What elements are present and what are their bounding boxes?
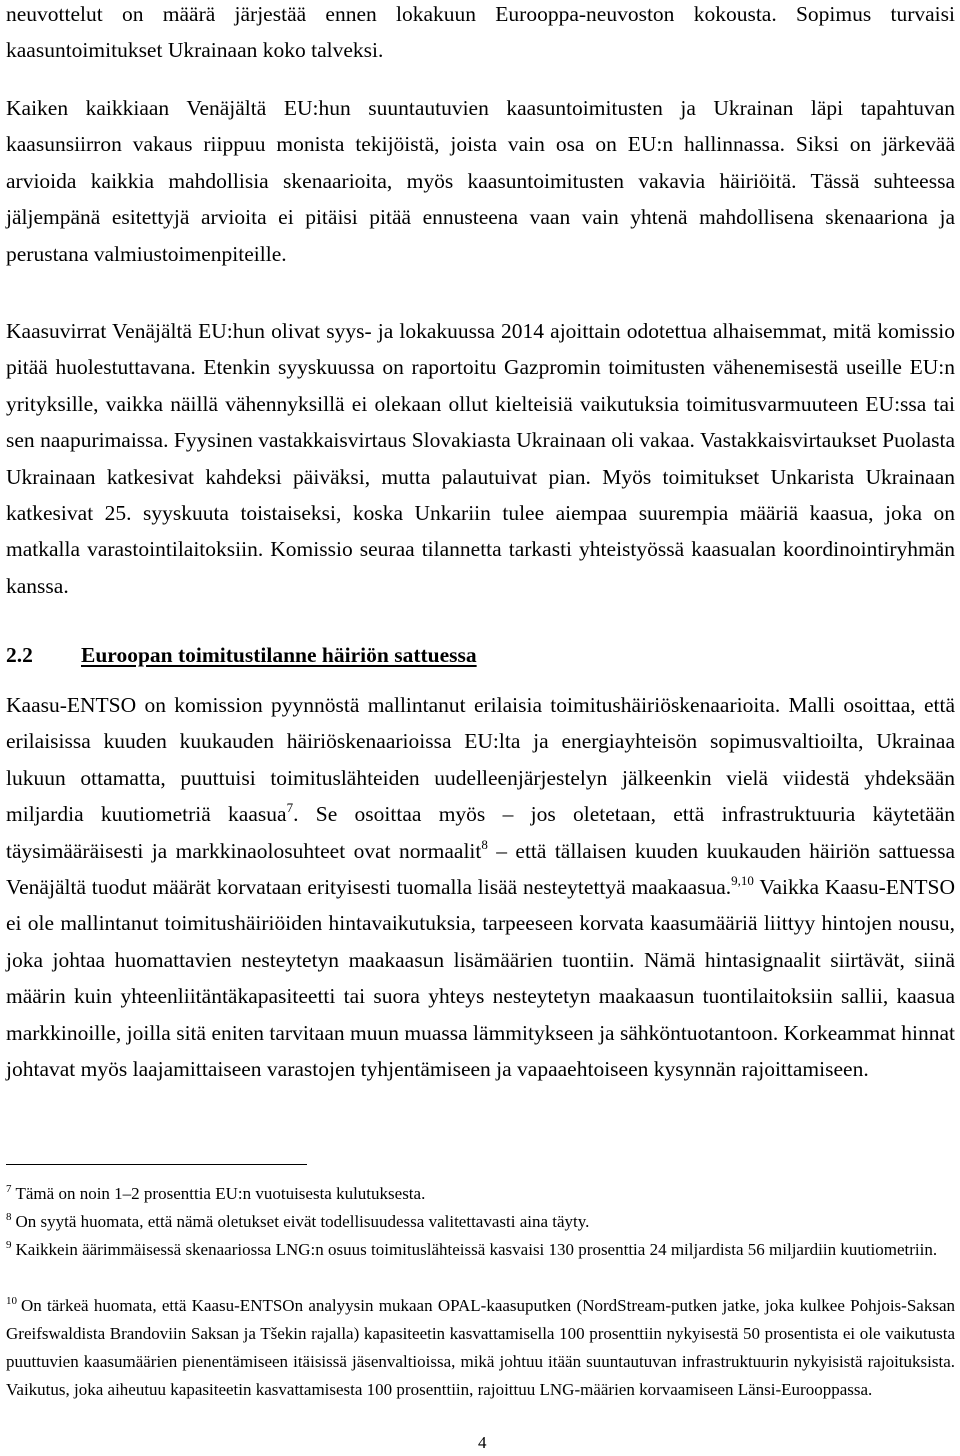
paragraph-entsog-modelling (6, 687, 955, 1087)
footnote-reference[interactable]: 8 (481, 836, 488, 852)
section-title: Euroopan toimitustilanne häiriön sattuessa (81, 643, 477, 667)
footnote-mark: 9 (6, 1239, 12, 1251)
footnote-text: On syytä huomata, että nämä oletukset eivät todellisuudessa valitettavasti aina täyty. (15, 1212, 590, 1231)
footnote-item (6, 1180, 955, 1208)
footnote-item (6, 1236, 955, 1264)
footnote-reference[interactable]: 7 (286, 800, 294, 816)
paragraph-text-part: . Se osoittaa myös – jos oletetaan, että infrastruktuuria käytetään täysimääräisesti ja markkinaolosuhteet ovat normaalit (6, 802, 955, 863)
section-heading (6, 638, 477, 672)
paragraph-text-part: – että tällaisen kuuden kuukauden häiriön sattuessa Venäjältä tuodut määrät korvataan erityisesti tuomalla lisää nesteytettyä maakaasua. (6, 838, 955, 900)
section-number: 2.2 (6, 643, 33, 667)
paragraph-gas-flows: Kaasuvirrat Venäjältä EU:hun olivat syys- ja lokakuussa 2014 ajoittain odotettua alhaisemmat, mitä komissio pitää huolestuttavana. Etenkin syyskuussa on raportoitu Gazpromin toimitusten vähenemisestä useille EU:n yrityksille, vaikka näillä vähennyksillä ei olekaan ollut kielteisiä vaikutuksia toimitusvarmuuteen EU:ssa tai sen naapurimaissa. Fyysinen vastakkaisvirtaus Slovakiasta Ukrainaan oli vakaa. Vastakkaisvirtaukset Puolasta Ukrainaan katkesivat kahdeksi päiväksi, mutta palautuivat pian. Myös toimitukset Unkarista Ukrainaan katkesivat 25. syyskuuta toistaiseksi, koska Unkariin tulee aiempaa suurempia määriä kaasua, joka on matkalla varastointilaitoksiin. Komissio seuraa tilannetta tarkasti yhteistyössä kaasualan koordinointiryhmän kanssa. (6, 319, 955, 598)
footnote-mark: 8 (6, 1211, 12, 1223)
footnote-separator (6, 1164, 307, 1165)
paragraph-text-part: Kaasu-ENTSO on komission pyynnöstä mallintanut erilaisia toimitushäiriöskenaarioita. Malli osoittaa, että erilaisissa kuuden kuukauden häiriöskenaarioissa EU:lta ja energiayhteisön sopimusvaltioilta, Ukrainaa lukuun ottamatta, puuttuisi toimituslähteiden uudelleenjärjestelyn jälkeenkin vielä viidestä yhdeksään miljardia kuutiometriä kaasua (6, 693, 955, 827)
footnote-reference[interactable]: 9,10 (731, 873, 754, 889)
footnote-text: Kaikkein äärimmäisessä skenaariossa LNG:n osuus toimituslähteissä kasvaisi 130 prosenttia 24 miljardista 56 miljardiin kuutiometriin. (15, 1240, 938, 1259)
footnote-mark: 10 (6, 1295, 17, 1307)
paragraph-supply-stability: Kaiken kaikkiaan Venäjältä EU:hun suuntautuvien kaasuntoimitusten ja Ukrainan läpi tapahtuvan kaasunsiirron vakaus riippuu monista tekijöistä, joista vain osa on EU:n hallinnassa. Siksi on järkevää arvioida kaikkia mahdollisia skenaarioita, myös kaasuntoimitusten vakavia häiriöitä. Tässä suhteessa jäljempänä esitettyjä arvioita ei pitäisi pitää ennusteena vaan vain yhtenä mahdollisena skenaariona ja perustana valmiustoimenpiteille. (6, 96, 955, 266)
footnote-text: On tärkeä huomata, että Kaasu-ENTSOn analyysin mukaan OPAL-kaasuputken (NordStream-putken jatke, joka kulkee Pohjois-Saksan Greifswaldista Brandoviin Saksan ja Tšekin rajalla) kapasiteetin kasvattamisella 100 prosenttiin nykyisestä 50 prosentista ei ole vaikutusta puuttuvien kaasumäärien pienentämiseen itäisissä jäsenvaltioissa, mikä johtuu itään suuntautuvan infrastruktuurin nykyisistä rajoituksista. Vaikutus, joka aiheutuu kapasiteetin kasvattamisesta 100 prosenttiin, rajoittuu LNG-määrien korvaamiseen Länsi-Eurooppassa. (6, 1296, 955, 1399)
footnote-text: Tämä on noin 1–2 prosenttia EU:n vuotuisesta kulutuksesta. (15, 1184, 426, 1203)
paragraph-intro-continued: neuvottelut on määrä järjestää ennen lokakuun Eurooppa-neuvoston kokousta. Sopimus turvaisi kaasuntoimitukset Ukrainaan koko talveksi. (6, 2, 955, 63)
footnote-mark: 7 (6, 1183, 12, 1195)
paragraph-text-part: Vaikka Kaasu-ENTSO ei ole mallintanut toimitushäiriöiden hintavaikutuksia, tarpeeseen korvata kaasumääriä liittyy hintojen nousu, joka johtaa huomattavien nesteytetyn maakaasun lisämäärien tuontiin. Nämä hintasignaalit siirtävät, siinä määrin kuin yhteenliitäntäkapasiteetti tai suora yhteys nesteytetyn maakaasun tuontilaitoksiin sallii, kaasua markkinoille, joilla sitä eniten tarvitaan muun muassa lämmitykseen ja sähköntuotantoon. Korkeammat hinnat johtavat myös laajamittaiseen varastojen tyhjentämiseen ja vapaaehtoiseen kysynnän rajoittamiseen. (6, 875, 956, 1082)
page-number: 4 (478, 1433, 487, 1452)
footnote-item (6, 1292, 955, 1404)
footnote-item (6, 1208, 955, 1236)
